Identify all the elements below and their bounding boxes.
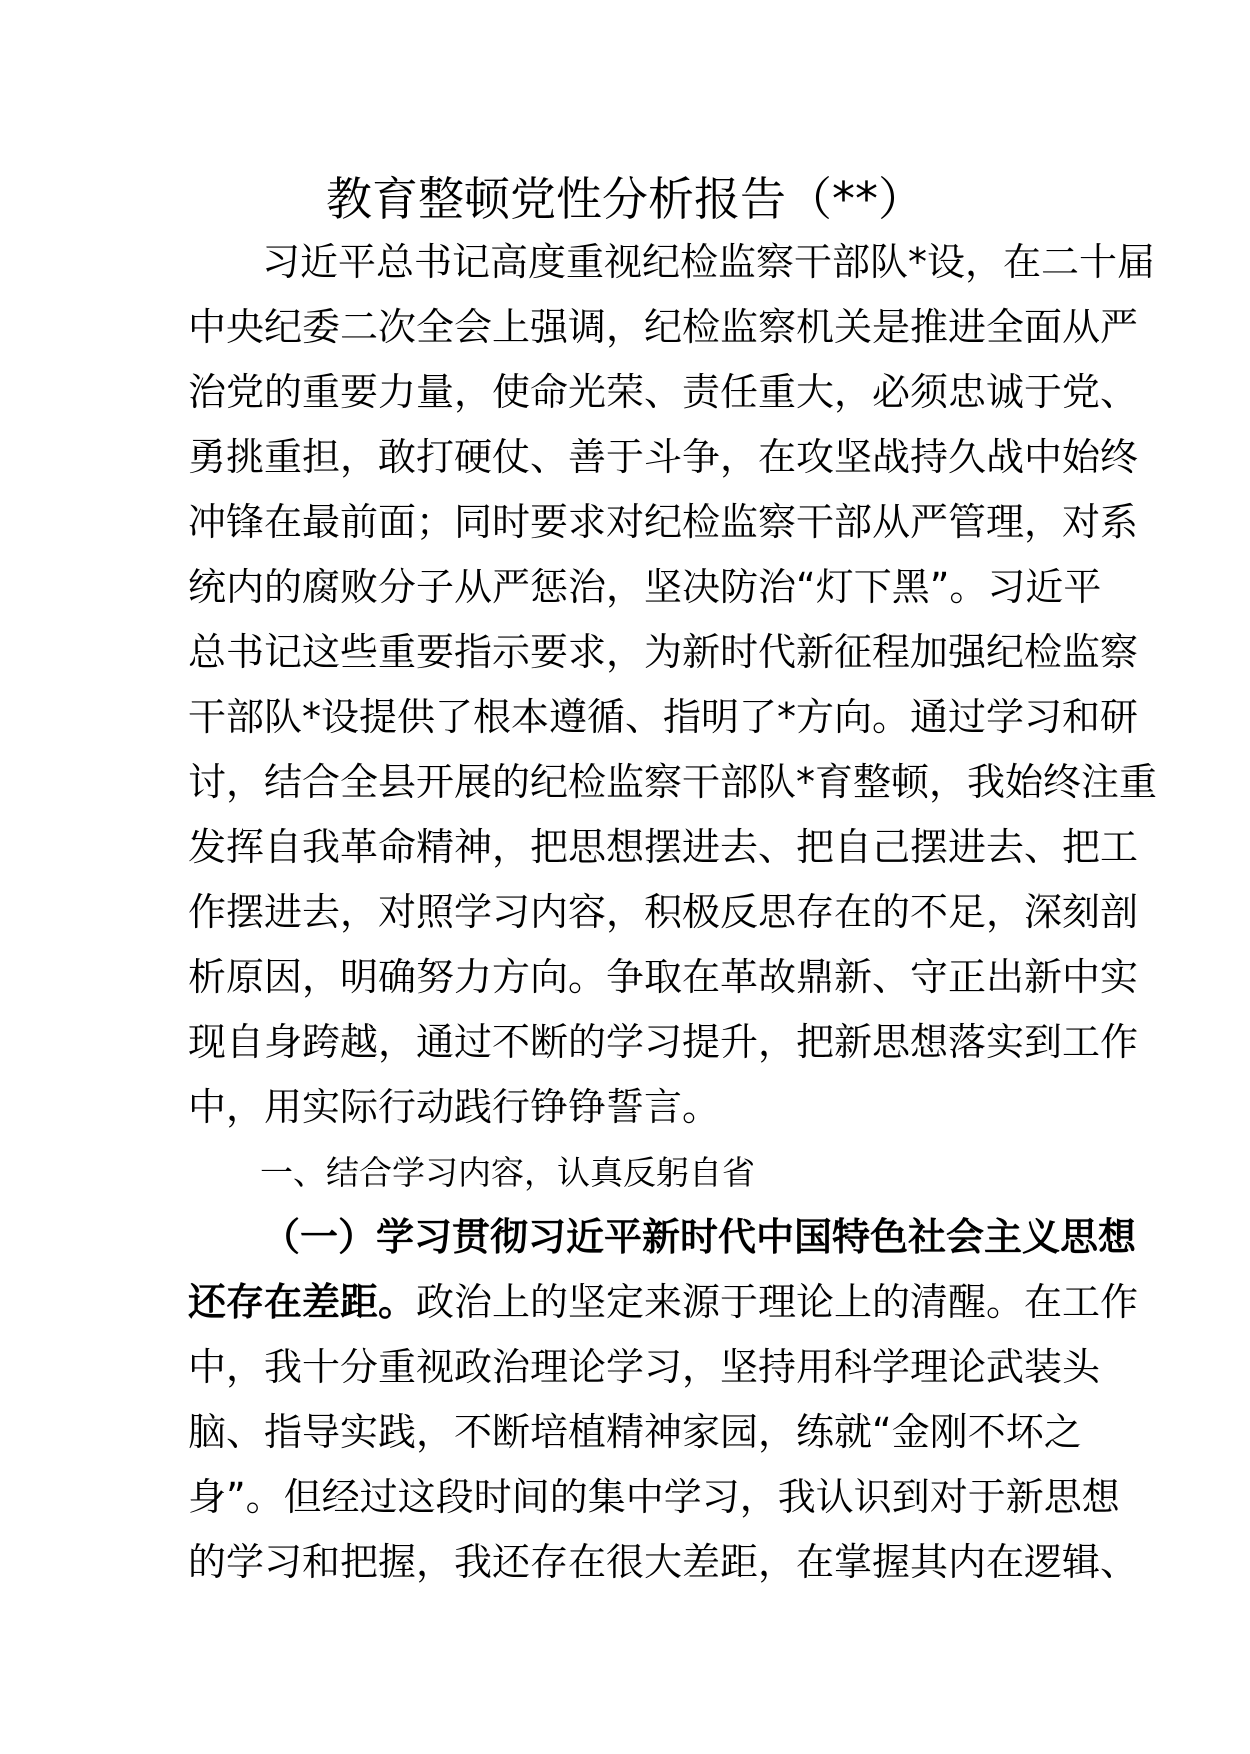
subsection-heading-line (188, 1205, 1137, 1270)
paragraph-line: 发挥自我革命精神，把思想摆进去、把自己摆进去、把工 (188, 825, 1139, 869)
paragraph-line: 现自身跨越，通过不断的学习提升，把新思想落实到工作 (188, 1020, 1139, 1064)
paragraph-line: 讨，结合全县开展的纪检监察干部队*育整顿，我始终注重 (188, 760, 1158, 804)
paragraph-line: 中，用实际行动践行铮铮誓言。 (188, 1085, 721, 1129)
paragraph-line: 作摆进去，对照学习内容，积极反思存在的不足，深刻剖 (188, 890, 1139, 934)
paragraph-line: 冲锋在最前面；同时要求对纪检监察干部从严管理，对系 (188, 500, 1139, 544)
paragraph-text: 政治上的坚定来源于理论上的清醒。在工作 (416, 1280, 1139, 1324)
document-body (188, 230, 1158, 1595)
paragraph-line: 中央纪委二次全会上强调，纪检监察机关是推进全面从严 (188, 305, 1139, 349)
paragraph-line: 总书记这些重要指示要求，为新时代新征程加强纪检监察 (188, 630, 1139, 674)
paragraph-line: 身”。但经过这段时间的集中学习，我认识到对于新思想 (188, 1475, 1120, 1519)
paragraph-line: 治党的重要力量，使命光荣、责任重大，必须忠诚于党、 (188, 370, 1139, 414)
subsection-heading-end: 还存在差距。 (188, 1280, 417, 1324)
document-title: 教育整顿党性分析报告（**） (326, 172, 924, 226)
paragraph-line: 勇挑重担，敢打硬仗、善于斗争，在攻坚战持久战中始终 (188, 435, 1139, 479)
paragraph-line: 统内的腐败分子从严惩治，坚决防治“灯下黑”。习近平 (188, 565, 1102, 609)
section-heading: 一、结合学习内容，认真反躬自省 (260, 1153, 755, 1192)
subsection-heading: （一）学习贯彻习近平新时代中国特色社会主义思想 (262, 1215, 1137, 1259)
paragraph-line: 的学习和把握，我还存在很大差距，在掌握其内在逻辑、 (188, 1540, 1139, 1584)
paragraph-line: 析原因，明确努力方向。争取在革故鼎新、守正出新中实 (188, 955, 1139, 999)
paragraph-line: 中，我十分重视政治理论学习，坚持用科学理论武装头 (188, 1345, 1101, 1389)
paragraph-line: 干部队*设提供了根本遵循、指明了*方向。通过学习和研 (188, 695, 1139, 739)
paragraph-line: 习近平总书记高度重视纪检监察干部队*设，在二十届 (262, 240, 1156, 284)
paragraph-line: 脑、指导实践，不断培植精神家园，练就“金刚不坏之 (188, 1410, 1082, 1454)
paragraph-line (188, 1270, 1139, 1335)
